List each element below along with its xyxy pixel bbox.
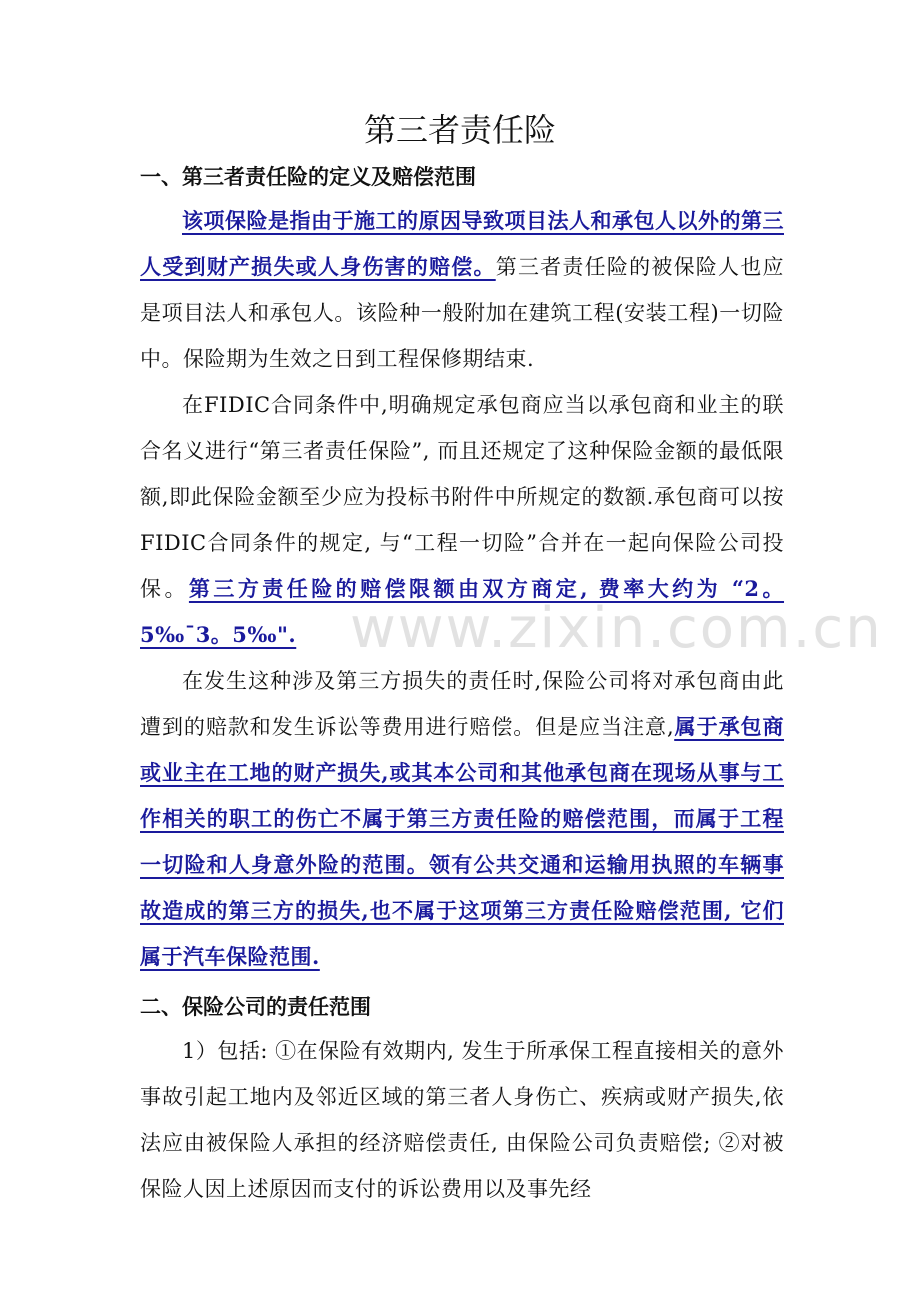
highlighted-text: 属于承包商或业主在工地的财产损失,或其本公司和其他承包商在现场从事与工作相关的职工的伤亡不属于第三方责任险的赔偿范围，而属于工程一切险和人身意外险的范围。领有公共交通和运输用执照的车辆事故造成的第三方的损失,也不属于这项第三方责任险赔偿范围, 它们属于汽车保险范围. (140, 714, 784, 969)
highlighted-text: 该项保险是指由于施工的原因导致项目法人和承包人以外的第三人受到财产损失或人身伤害的赔偿。 (140, 208, 784, 279)
document-content (140, 110, 920, 1212)
section-heading-1: 一、第三者责任险的定义及赔偿范围 (140, 164, 476, 189)
paragraph-definition (140, 198, 784, 382)
section-heading-2: 二、保险公司的责任范围 (140, 994, 371, 1019)
paragraph-text: 第三者责任险的被保险人也应是项目法人和承包人。该险种一般附加在建筑工程(安装工程)一切险中。保险期为生效之日到工程保修期结束. (140, 255, 785, 371)
paragraph-claims (140, 658, 784, 980)
paragraph-text: 在发生这种涉及第三方损失的责任时,保险公司将对承包商由此遭到的赔款和发生诉讼等费用进行赔偿。但是应当注意, (140, 669, 784, 739)
highlighted-text: 第三方责任险的赔偿限额由双方商定, 费率大约为 “2。5‰¯3。5‰". (140, 576, 785, 647)
paragraph-text: 在FIDIC合同条件中,明确规定承包商应当以承包商和业主的联合名义进行“第三者责任保险”, 而且还规定了这种保险金额的最低限额,即此保险金额至少应为投标书附件中所规定的数额.承包商可以按FIDIC合同条件的规定, 与“工程一切险”合并在一起向保险公司投保。 (140, 393, 784, 601)
paragraph-fidic (140, 382, 784, 658)
page-title: 第三者责任险 (363, 111, 556, 149)
watermark: www.zixin.com.cn (350, 596, 883, 661)
paragraph-scope: 1）包括: ①在保险有效期内, 发生于所承保工程直接相关的意外事故引起工地内及邻近区域的第三者人身伤亡、疾病或财产损失,依法应由被保险人承担的经济赔偿责任, 由保险公司负责赔偿; ②对被保险人因上述原因而支付的诉讼费用以及事先经 (140, 1039, 784, 1201)
